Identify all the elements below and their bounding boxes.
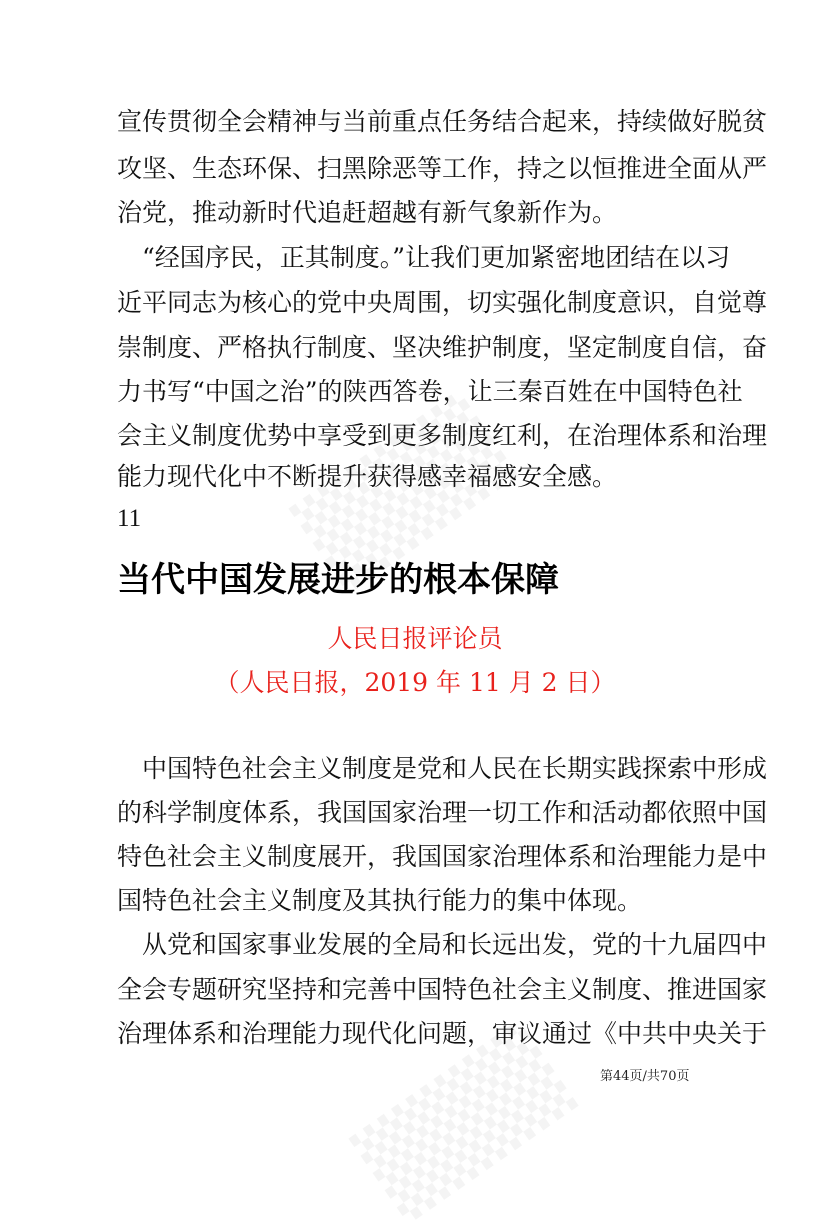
body-line: “经国序民，正其制度。”让我们更加紧密地团结在以习: [117, 243, 731, 272]
body-line: 能力现代化中不断提升获得感幸福感安全感。: [117, 462, 618, 491]
body-line: 攻坚、生态环保、扫黑除恶等工作，持之以恒推进全面从严: [117, 154, 768, 183]
body-line: 的科学制度体系，我国国家治理一切工作和活动都依照中国: [117, 798, 768, 827]
body-line: 特色社会主义制度展开，我国国家治理体系和治理能力是中: [117, 842, 768, 871]
body-line: 中国特色社会主义制度是党和人民在长期实践探索中形成: [117, 754, 768, 783]
watermark: [349, 1020, 579, 1225]
byline-source: （人民日报，2019 年 11 月 2 日）: [214, 668, 616, 697]
byline-author: 人民日报评论员: [327, 624, 503, 653]
body-line: 宣传贯彻全会精神与当前重点任务结合起来，持续做好脱贫: [117, 107, 768, 136]
article-title: 当代中国发展进步的根本保障: [117, 560, 559, 600]
section-number: 11: [117, 505, 142, 532]
body-line: 近平同志为核心的党中央周围，切实强化制度意识，自觉尊: [117, 288, 768, 317]
body-line: 崇制度、严格执行制度、坚决维护制度，坚定制度自信，奋: [117, 333, 768, 362]
body-line: 治理体系和治理能力现代化问题，审议通过《中共中央关于: [117, 1019, 768, 1048]
body-line: 会主义制度优势中享受到更多制度红利，在治理体系和治理: [117, 421, 768, 450]
body-line: 从党和国家事业发展的全局和长远出发，党的十九届四中: [117, 930, 768, 959]
body-line: 治党，推动新时代追赶超越有新气象新作为。: [117, 198, 618, 227]
body-line: 全会专题研究坚持和完善中国特色社会主义制度、推进国家: [117, 975, 768, 1004]
body-line: 国特色社会主义制度及其执行能力的集中体现。: [117, 886, 643, 915]
body-line: 力书写“中国之治”的陕西答卷，让三秦百姓在中国特色社: [117, 377, 743, 406]
page-footer: 第44页/共70页: [600, 1069, 690, 1084]
